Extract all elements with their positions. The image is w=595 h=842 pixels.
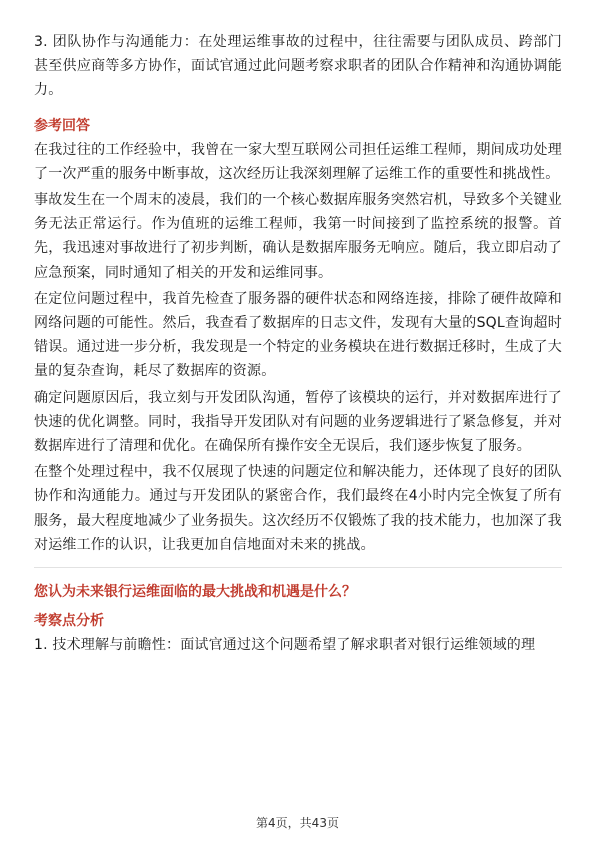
intro-point: 3. 团队协作与沟通能力：在处理运维事故的过程中，往往需要与团队成员、跨部门甚至供应商等多方协作，面试官通过此问题考察求职者的团队合作精神和沟通协调能力。	[34, 34, 562, 99]
analysis-point: 1. 技术理解与前瞻性：面试官通过这个问题希望了解求职者对银行运维领域的理	[34, 637, 536, 654]
page-footer: 第4页，共43页	[256, 816, 339, 830]
answer-paragraph-5: 在整个处理过程中，我不仅展现了快速的问题定位和解决能力，还体现了良好的团队协作和沟通能力。通过与开发团队的紧密合作，我们最终在4小时内完全恢复了所有服务，最大程度地减少了业务损失。这次经历不仅锻炼了我的技术能力，也加深了我对运维工作的认识，让我更加自信地面对未来的挑战。	[34, 464, 562, 553]
section-divider	[34, 567, 562, 568]
answer-paragraph-1: 在我过往的工作经验中，我曾在一家大型互联网公司担任运维工程师，期间成功处理了一次严重的服务中断事故，这次经历让我深刻理解了运维工作的重要性和挑战性。	[34, 141, 562, 182]
answer-paragraph-3: 在定位问题过程中，我首先检查了服务器的硬件状态和网络连接，排除了硬件故障和网络问题的可能性。然后，我查看了数据库的日志文件，发现有大量的SQL查询超时错误。通过进一步分析，我发现是一个特定的业务模块在进行数据迁移时，生成了大量的复杂查询，耗尽了数据库的资源。	[34, 290, 562, 380]
answer-section	[34, 138, 562, 557]
reference-heading: 参考回答	[34, 117, 90, 134]
answer-paragraph-4: 确定问题原因后，我立刻与开发团队沟通，暂停了该模块的运行，并对数据库进行了快速的优化调整。同时，我指导开发团队对有问题的业务逻辑进行了紧急修复，并对数据库进行了清理和优化。在确保所有操作安全无误后，我们逐步恢复了服务。	[34, 389, 562, 455]
question-heading: 您认为未来银行运维面临的最大挑战和机遇是什么？	[34, 584, 356, 601]
document-page	[34, 30, 562, 659]
answer-paragraph-2: 事故发生在一个周末的凌晨，我们的一个核心数据库服务突然宕机，导致多个关键业务无法正常运行。作为值班的运维工程师，我第一时间接到了监控系统的报警。首先，我迅速对事故进行了初步判断，确认是数据库服务无响应。随后，我立即启动了应急预案，同时通知了相关的开发和运维同事。	[34, 192, 562, 281]
analysis-heading: 考察点分析	[34, 613, 104, 630]
